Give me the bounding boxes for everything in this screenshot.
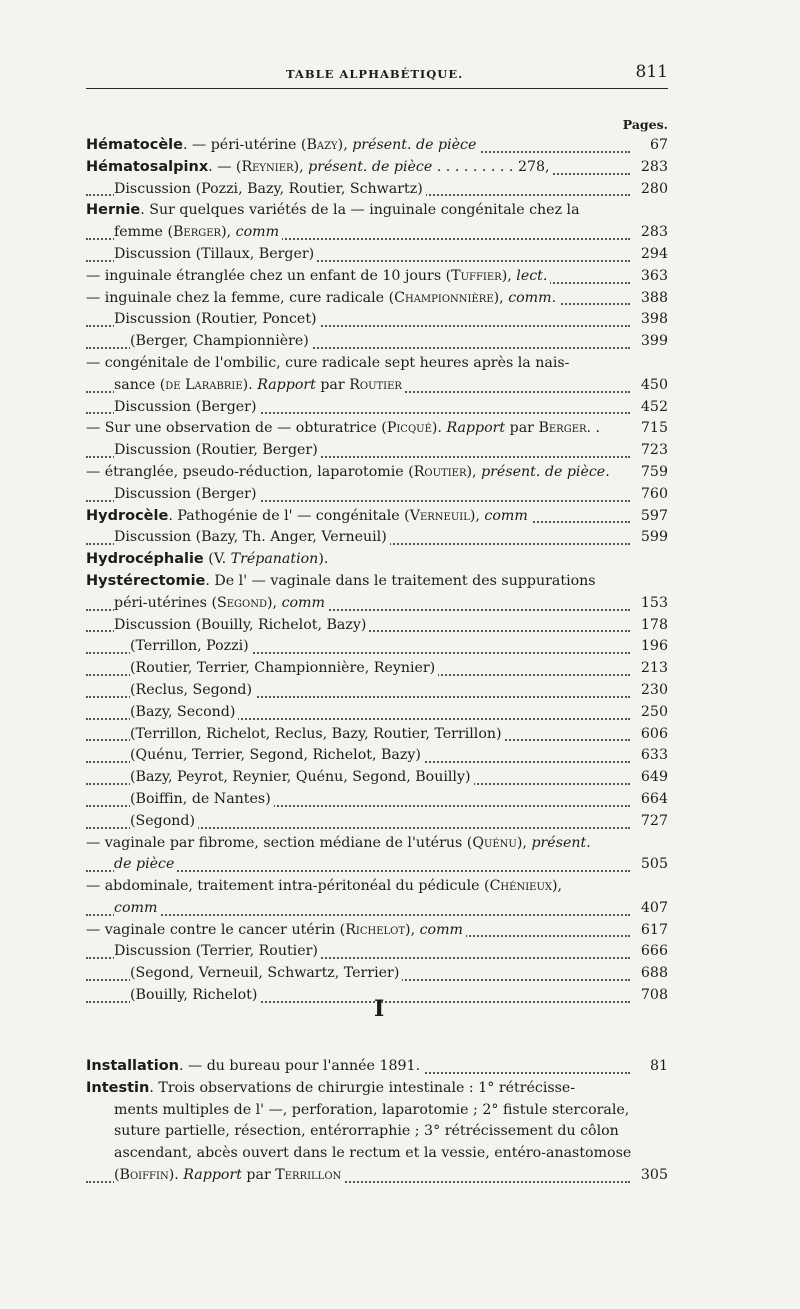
entry-page-number: 305 <box>637 1165 668 1187</box>
entry-text-part: Terrillon <box>275 1166 342 1183</box>
entry-text-part: présent. de pièce <box>308 158 433 175</box>
entry-page-number: 727 <box>637 811 668 833</box>
index-line <box>86 331 668 353</box>
entry-text-part: comm <box>235 224 280 241</box>
entry-page-number: 599 <box>637 527 668 549</box>
index-line <box>86 375 668 397</box>
entry-text-part: Hernie <box>86 202 141 219</box>
entry-text-part: Hydrocèle <box>86 507 169 524</box>
entry-text-part: . — ( <box>208 158 242 175</box>
entry-text-part: (Quénu, Terrier, Segond, Richelot, Bazy) <box>130 747 421 764</box>
entry-page-number: 723 <box>637 440 668 462</box>
entry-text-part: (Bouilly, Richelot) <box>130 987 258 1004</box>
entry-text-part: comm <box>419 921 463 938</box>
entry-text-part: lect. <box>516 267 548 284</box>
index-line <box>86 724 668 746</box>
entry-text-part: . De l' — vaginale dans le traitement des suppurations <box>205 572 596 589</box>
entry-text-part: Hématocèle <box>86 137 183 153</box>
index-line <box>86 680 668 702</box>
entry-text <box>86 464 613 480</box>
entry-text-part: . . <box>586 420 601 437</box>
entry-text <box>86 202 583 218</box>
index-line <box>86 702 668 724</box>
entry-text <box>114 617 369 633</box>
entry-text-part: (Segond) <box>130 812 196 829</box>
index-line <box>86 506 668 528</box>
entry-text-part: Discussion (Terrier, Routier) <box>114 943 318 960</box>
entry-text-part: ). <box>168 1166 184 1183</box>
entry-page-number: 67 <box>646 135 668 157</box>
entry-text-part: Discussion (Bouilly, Richelot, Bazy) <box>114 616 367 633</box>
entry-text <box>130 333 312 349</box>
entry-text <box>114 1102 632 1118</box>
entry-text-part: . <box>551 289 557 306</box>
entry-text-part: (V. <box>203 551 231 568</box>
entry-page-number: 230 <box>637 680 668 702</box>
entry-text-part: (Routier, Terrier, Championnière, Reynier) <box>130 660 436 677</box>
entry-text-part: (Terrillon, Pozzi) <box>130 638 249 655</box>
entry-text <box>114 595 328 611</box>
entry-text-part: ), <box>337 137 353 153</box>
index-line <box>86 309 668 331</box>
index-line <box>86 876 668 898</box>
entry-text-part: ). <box>431 420 447 437</box>
entry-text-part: — vaginale par fibrome, section médiane de l'utérus ( <box>86 834 473 851</box>
entry-text-part: ), <box>501 267 517 284</box>
running-title: TABLE ALPHABÉTIQUE. <box>286 67 464 81</box>
entry-page-number: 294 <box>637 244 668 266</box>
entry-page-number: 280 <box>637 179 668 201</box>
index-line <box>86 1078 668 1100</box>
index-line <box>86 397 668 419</box>
index-line <box>86 811 668 833</box>
entry-text <box>86 290 559 306</box>
entry-text <box>130 704 238 720</box>
entry-text-part: Reynier <box>241 158 294 175</box>
entry-text-part: ). <box>318 551 329 568</box>
entry-text <box>114 246 317 262</box>
entry-text-part: . Sur quelques variétés de la — inguinale congénitale chez la <box>140 202 580 219</box>
entry-text <box>114 900 160 916</box>
entry-page-number: 597 <box>637 506 668 528</box>
entry-text <box>130 726 505 742</box>
entry-text-part: suture partielle, résection, entérorraphie ; 3° rétrécissement du côlon <box>114 1123 619 1140</box>
index-line <box>86 462 668 484</box>
entry-text <box>130 747 424 763</box>
entry-text <box>114 1123 622 1139</box>
entry-page-number: 283 <box>637 157 668 179</box>
entry-text-part: Discussion (Bazy, Th. Anger, Verneuil) <box>114 529 387 546</box>
entry-text-part: — Sur une observation de — obturatrice ( <box>86 420 387 437</box>
entry-text-part: — inguinale étranglée chez un enfant de 10 jours ( <box>86 267 452 284</box>
entry-text <box>130 660 438 676</box>
entry-text-part: (Reclus, Segond) <box>130 681 253 698</box>
leader-dots <box>86 914 630 916</box>
entry-text-part: Berger <box>173 224 222 241</box>
entry-page-number: 81 <box>646 1056 668 1078</box>
index-line <box>86 135 668 157</box>
entry-text-part: — congénitale de l'ombilic, cure radicale sept heures après la nais- <box>86 354 570 371</box>
entry-text <box>114 1145 634 1161</box>
entry-text-part: Segond <box>217 594 267 611</box>
entry-page-number: 450 <box>637 375 668 397</box>
entry-text <box>86 878 565 894</box>
index-line <box>86 745 668 767</box>
entry-text-part: — inguinale chez la femme, cure radicale ( <box>86 289 395 306</box>
entry-text-part: Berger <box>538 420 587 437</box>
index-line <box>86 789 668 811</box>
entry-text <box>86 922 466 938</box>
entry-text <box>130 791 274 807</box>
entry-text <box>130 638 252 654</box>
entry-text-part: . . . . . . . . . 278, <box>432 158 550 175</box>
entry-text-part: Boiffin <box>119 1166 169 1183</box>
index-line <box>86 200 668 222</box>
entry-text-part: ). <box>242 376 258 393</box>
entry-text-part: ), <box>466 463 482 480</box>
index-entries-h <box>86 135 668 1007</box>
entry-text-part: Hématosalpinx <box>86 158 209 175</box>
entry-page-number: 178 <box>637 615 668 637</box>
entry-text-part: ), <box>267 594 282 611</box>
section-letter: I <box>374 996 385 1022</box>
entry-text <box>86 268 550 284</box>
entry-text-part: Picqué <box>386 420 432 437</box>
entry-page-number: 617 <box>637 920 668 942</box>
index-line <box>86 157 668 179</box>
entry-text-part: Discussion (Berger) <box>114 485 257 502</box>
index-line <box>86 898 668 920</box>
entry-text-part: (Segond, Verneuil, Schwartz, Terrier) <box>130 965 400 982</box>
index-line <box>86 833 668 855</box>
entry-text <box>114 181 426 197</box>
entry-text-part: sance ( <box>114 376 166 393</box>
index-line <box>86 440 668 462</box>
entry-text <box>86 1080 578 1096</box>
index-line <box>86 549 668 571</box>
entry-text-part: par <box>505 420 539 437</box>
entry-text <box>86 420 603 436</box>
index-line <box>86 1056 668 1078</box>
entry-text-part: ), <box>516 834 532 851</box>
entry-text <box>114 943 321 959</box>
entry-text-part: . — péri-utérine ( <box>183 137 307 153</box>
entry-page-number: 363 <box>637 266 668 288</box>
pages-column-label: Pages. <box>622 117 668 132</box>
entry-text-part: Rapport <box>257 376 316 393</box>
entry-text-part: ), <box>469 507 485 524</box>
entry-text <box>114 399 260 415</box>
entry-text <box>86 355 572 371</box>
entry-text-part: Trépanation <box>230 551 319 568</box>
entry-text-part: ), <box>493 289 509 306</box>
entry-text <box>86 508 531 524</box>
entry-text-part: de pièce <box>114 856 175 873</box>
index-line <box>86 593 668 615</box>
entry-text-part: Verneuil <box>409 507 470 524</box>
entry-text-part: — étranglée, pseudo-réduction, laparotomie ( <box>86 463 414 480</box>
entry-text <box>114 529 390 545</box>
entry-page-number: 760 <box>637 484 668 506</box>
index-line <box>86 571 668 593</box>
entry-text-part: (Bazy, Second) <box>130 703 236 720</box>
entry-text-part: ascendant, abcès ouvert dans le rectum et la vessie, entéro-anastomose <box>114 1145 632 1162</box>
entry-page-number: 407 <box>637 898 668 920</box>
index-line <box>86 244 668 266</box>
entry-text <box>114 377 405 393</box>
entry-text-part: (Berger, Championnière) <box>130 333 309 350</box>
index-line <box>86 636 668 658</box>
entry-text-part: Discussion (Tillaux, Berger) <box>114 245 315 262</box>
entry-text <box>114 856 177 872</box>
entry-text <box>130 813 198 829</box>
entry-text-part: Rapport <box>183 1166 242 1183</box>
index-line <box>86 527 668 549</box>
entry-text-part: Rapport <box>446 420 506 437</box>
index-entries-i <box>86 1056 668 1187</box>
index-line <box>86 1100 668 1122</box>
entry-text <box>114 486 260 502</box>
entry-text <box>130 769 474 785</box>
index-line <box>86 288 668 310</box>
entry-page-number: 606 <box>637 724 668 746</box>
entry-text-part: présent. de pièce <box>481 463 606 480</box>
index-line <box>86 854 668 876</box>
entry-page-number: 250 <box>637 702 668 724</box>
entry-text <box>86 137 479 153</box>
entry-text-part: Chénieux <box>489 878 552 895</box>
entry-text-part: par <box>315 376 350 393</box>
entry-page-number: 664 <box>637 789 668 811</box>
entry-text-part: . Pathogénie de l' — congénitale ( <box>168 507 410 524</box>
index-line <box>86 266 668 288</box>
entry-text <box>130 965 402 981</box>
entry-text-part: ), <box>293 158 309 175</box>
entry-page-number: 708 <box>637 985 668 1007</box>
entry-text <box>86 1058 423 1074</box>
entry-text-part: ( <box>114 1166 120 1183</box>
entry-text <box>86 159 553 175</box>
entry-text-part: — abdominale, traitement intra-péritonéal du pédicule ( <box>86 878 490 895</box>
index-line <box>86 920 668 942</box>
entry-text-part: Discussion (Pozzi, Bazy, Routier, Schwartz) <box>114 180 423 197</box>
entry-text-part: comm <box>484 507 528 524</box>
entry-text-part: présent. de pièce <box>352 137 477 153</box>
index-line <box>86 767 668 789</box>
entry-text <box>114 1167 344 1183</box>
entry-text-part: Intestin <box>86 1079 150 1096</box>
index-line <box>86 615 668 637</box>
entry-text-part: (Bazy, Peyrot, Reynier, Quénu, Segond, Bouilly) <box>130 769 471 786</box>
index-line <box>86 484 668 506</box>
entry-text-part: péri-utérines ( <box>114 594 218 611</box>
index-line <box>86 941 668 963</box>
entry-text-part: présent. <box>531 834 591 851</box>
entry-text <box>114 442 321 458</box>
entry-text <box>86 551 331 567</box>
entry-text-part: Richelot <box>345 921 406 938</box>
entry-page-number: 399 <box>637 331 668 353</box>
entry-page-number: 649 <box>637 767 668 789</box>
entry-text-part: comm <box>281 594 325 611</box>
entry-text-part: Discussion (Routier, Berger) <box>114 442 318 459</box>
entry-page-number: 388 <box>637 288 668 310</box>
entry-page-number: 452 <box>637 397 668 419</box>
entry-page-number: 759 <box>637 462 668 484</box>
entry-text-part: Discussion (Routier, Poncet) <box>114 311 317 328</box>
entry-text-part: Quénu <box>472 834 517 851</box>
entry-text <box>114 311 320 327</box>
entry-text-part: (Terrillon, Richelot, Reclus, Bazy, Routier, Terrillon) <box>130 725 502 742</box>
index-line <box>86 963 668 985</box>
entry-text <box>130 682 255 698</box>
entry-text-part: Installation <box>86 1058 179 1074</box>
entry-text-part: Hystérectomie <box>86 572 206 589</box>
entry-text-part: femme ( <box>114 224 173 241</box>
entry-text-part: . — du bureau pour l'année 1891. <box>178 1058 421 1074</box>
entry-text-part: Hydrocéphalie <box>86 551 204 568</box>
entry-text-part: . Trois observations de chirurgie intestinale : 1° rétrécisse- <box>149 1079 576 1096</box>
entry-page-number: 398 <box>637 309 668 331</box>
index-line <box>86 179 668 201</box>
entry-text-part: Tuffier <box>451 267 502 284</box>
entry-text-part: ), <box>221 224 236 241</box>
entry-text-part: comm <box>114 899 158 916</box>
entry-text <box>86 835 594 851</box>
index-line <box>86 1143 668 1165</box>
index-line <box>86 418 668 440</box>
entry-page-number: 688 <box>637 963 668 985</box>
entry-page-number: 715 <box>637 418 668 440</box>
entry-text-part: par <box>241 1166 276 1183</box>
entry-text-part: ), <box>552 878 563 895</box>
entry-text-part: Discussion (Berger) <box>114 398 257 415</box>
entry-text <box>130 987 260 1003</box>
entry-text <box>114 224 282 240</box>
entry-page-number: 153 <box>637 593 668 615</box>
entry-text-part: Bazy <box>306 137 338 153</box>
entry-text-part: ), <box>405 921 420 938</box>
entry-text-part: ments multiples de l' —, perforation, laparotomie ; 2° fistule stercorale, <box>114 1101 630 1118</box>
entry-text-part: comm <box>508 289 552 306</box>
entry-text-part: . <box>605 463 610 480</box>
page-number: 811 <box>635 62 668 82</box>
entry-page-number: 505 <box>637 854 668 876</box>
index-line <box>86 1165 668 1187</box>
entry-page-number: 213 <box>637 658 668 680</box>
index-line <box>86 353 668 375</box>
entry-text-part: Championnière <box>394 289 494 306</box>
index-line <box>86 222 668 244</box>
entry-text <box>86 573 599 589</box>
page-header <box>86 62 668 89</box>
entry-text-part: Routier <box>413 463 467 480</box>
entry-text-part: (Boiffin, de Nantes) <box>130 790 271 807</box>
entry-page-number: 196 <box>637 636 668 658</box>
entry-page-number: 283 <box>637 222 668 244</box>
entry-page-number: 666 <box>637 941 668 963</box>
entry-page-number: 633 <box>637 745 668 767</box>
index-line <box>86 658 668 680</box>
index-line <box>86 1121 668 1143</box>
entry-text-part: Routier <box>349 376 402 393</box>
entry-text-part: — vaginale contre le cancer utérin ( <box>86 921 346 938</box>
entry-text-part: de Larabrie <box>165 376 243 393</box>
